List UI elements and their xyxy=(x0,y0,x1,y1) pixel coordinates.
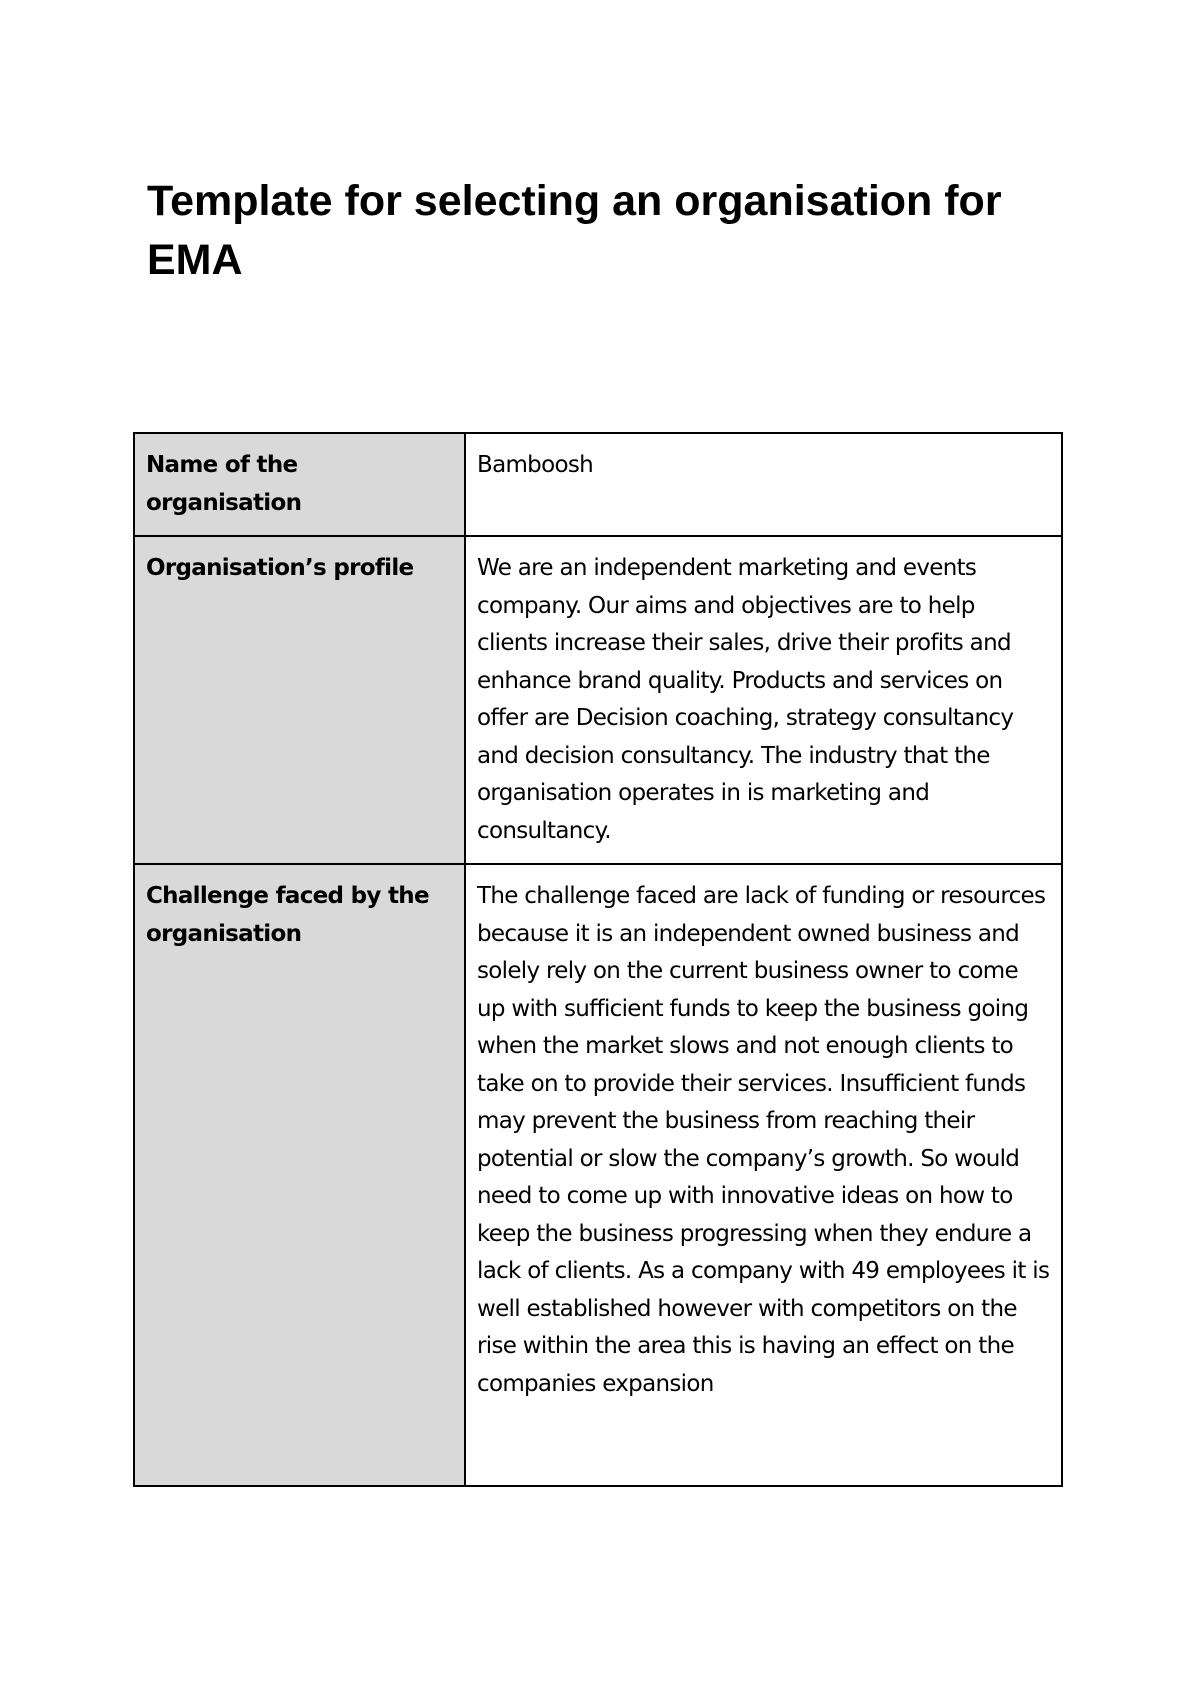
organisation-challenge-value: The challenge faced are lack of funding or resources because it is an independent owned business and solely rely on the current business owner to come up with sufficient funds to keep the business going when the market slows and not enough clients to take on to provide their services. Insufficient funds may prevent the business from reaching their potential or slow the company’s growth. So would need to come up with innovative ideas on how to keep the business progressing when they endure a lack of clients. As a company with 49 employees it is well established however with competitors on the rise within the area this is having an effect on the companies expansion xyxy=(465,864,1062,1486)
organisation-challenge-label: Challenge faced by the organisation xyxy=(134,864,465,1486)
organisation-name-label: Name of the organisation xyxy=(134,433,465,536)
table-row-organisation-name xyxy=(134,433,1062,536)
organisation-name-value: Bamboosh xyxy=(465,433,1062,536)
organisation-table xyxy=(133,432,1063,1487)
organisation-profile-value: We are an independent marketing and events company. Our aims and objectives are to help clients increase their sales, drive their profits and enhance brand quality. Products and services on offer are Decision coaching, strategy consultancy and decision consultancy. The industry that the organisation operates in is marketing and consultancy. xyxy=(465,536,1062,864)
table-row-organisation-challenge xyxy=(134,864,1062,1486)
organisation-profile-label: Organisation’s profile xyxy=(134,536,465,864)
document-title: Template for selecting an organisation for EMA xyxy=(147,177,1002,284)
table-row-organisation-profile xyxy=(134,536,1062,864)
